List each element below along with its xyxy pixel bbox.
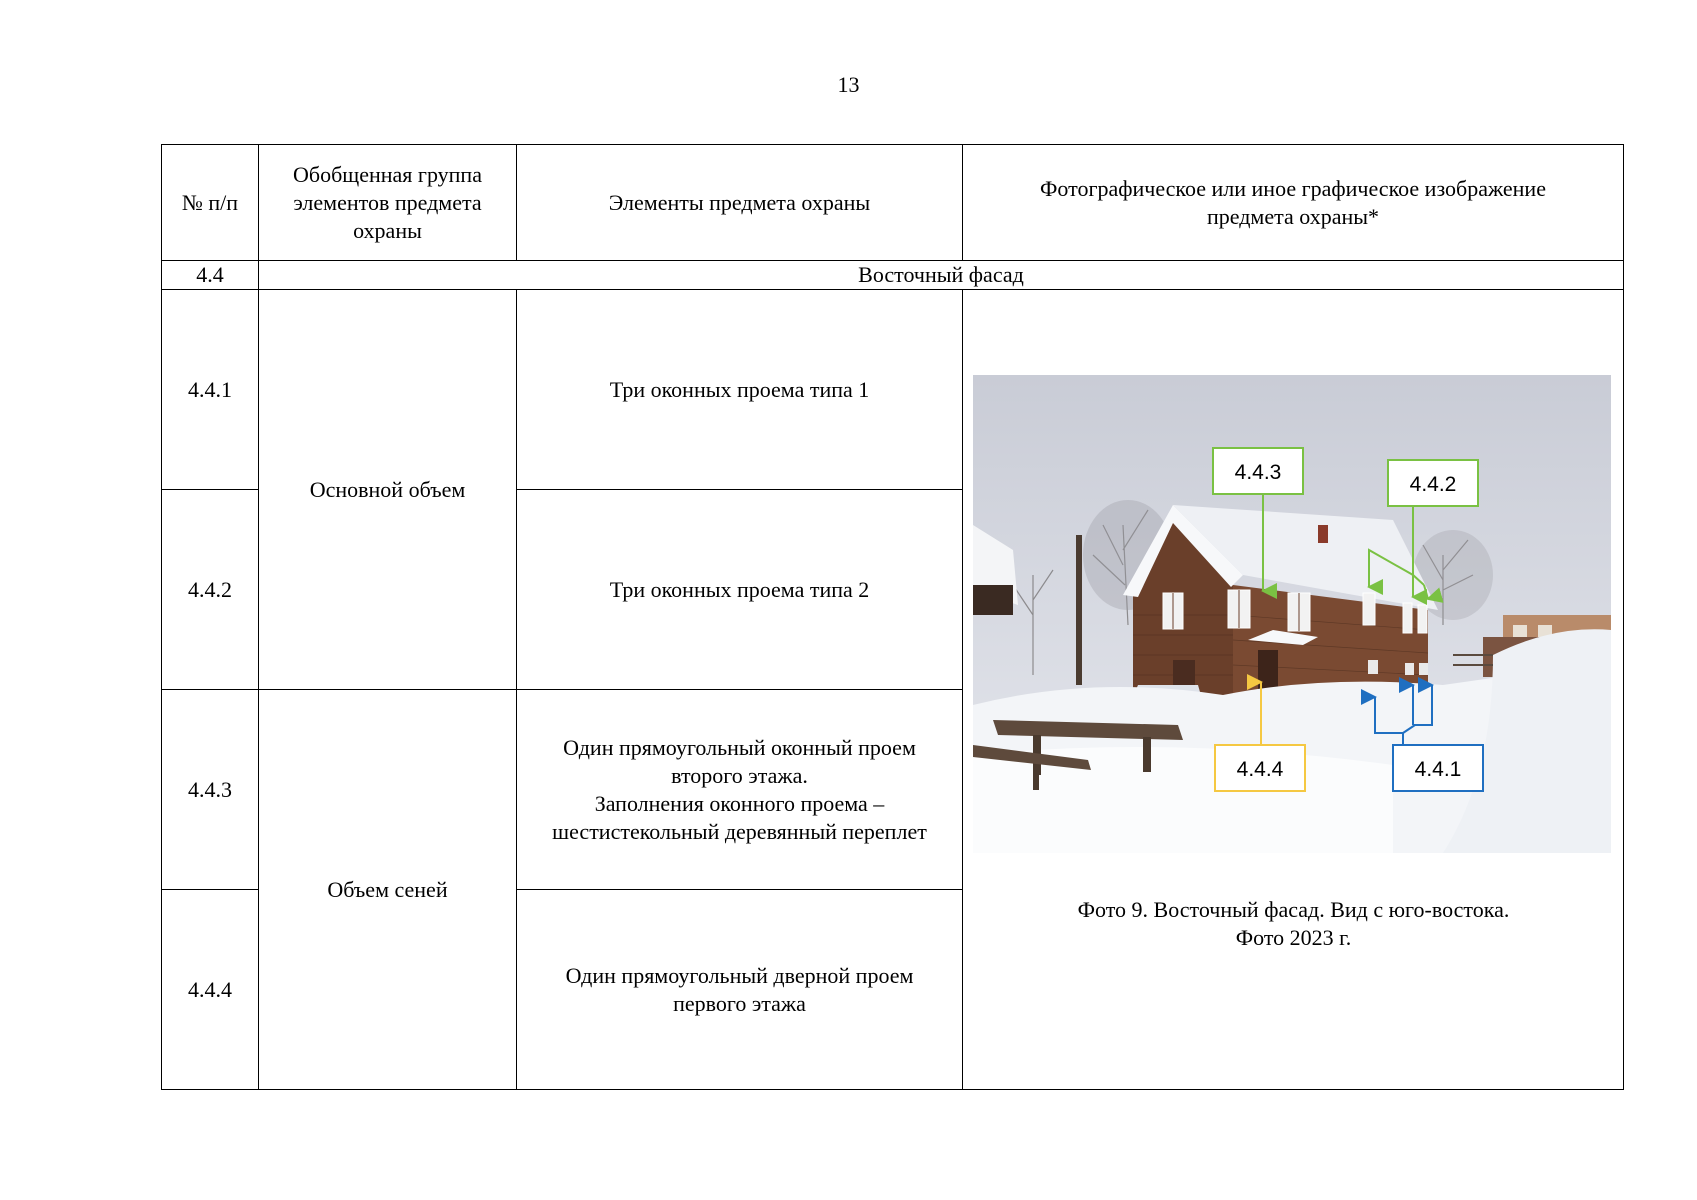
- callout-label: 4.4.1: [1414, 758, 1462, 781]
- element-line: первого этажа: [673, 990, 806, 1016]
- element-line: Один прямоугольный дверной проем: [565, 962, 914, 988]
- header-elements: Элементы предмета охраны: [517, 145, 963, 261]
- callout-4-4-3: [1213, 448, 1303, 494]
- element-line: шестистекольный деревянный переплет: [552, 818, 927, 844]
- header-group: Обобщенная группа элементов предмета охраны: [259, 145, 517, 261]
- row-element: Три оконных проема типа 2: [517, 490, 963, 690]
- photo-caption: [963, 896, 1624, 952]
- element-line: второго этажа.: [671, 762, 808, 788]
- callout-4-4-1: [1393, 745, 1483, 791]
- section-title: Восточный фасад: [259, 261, 1624, 290]
- callout-label: 4.4.4: [1236, 758, 1284, 781]
- callout-4-4-4: [1215, 745, 1305, 791]
- header-image: Фотографическое или иное графическое изображение предмета охраны*: [963, 145, 1624, 261]
- row-element: [517, 890, 963, 1090]
- callout-label: 4.4.2: [1409, 473, 1457, 496]
- photo-cell: [963, 290, 1624, 1090]
- row-num: 4.4.4: [162, 890, 259, 1090]
- facade-photo: [973, 375, 1611, 853]
- callout-label: 4.4.3: [1234, 461, 1282, 484]
- element-line: Заполнения оконного проема –: [594, 790, 885, 816]
- row-num: 4.4.2: [162, 490, 259, 690]
- row-num: 4.4.3: [162, 690, 259, 890]
- header-num: № п/п: [162, 145, 259, 261]
- protection-table: [161, 144, 1624, 1090]
- section-num: 4.4: [162, 261, 259, 290]
- group-senei-volume: Объем сеней: [259, 690, 517, 1090]
- table-header-row: [162, 145, 1624, 261]
- page-number: 13: [837, 72, 860, 97]
- row-element: [517, 690, 963, 890]
- row-element: Три оконных проема типа 1: [517, 290, 963, 490]
- table-row: [162, 290, 1624, 490]
- row-num: 4.4.1: [162, 290, 259, 490]
- section-row: [162, 261, 1624, 290]
- caption-line: Фото 2023 г.: [1235, 925, 1352, 950]
- group-main-volume: Основной объем: [259, 290, 517, 690]
- element-line: Один прямоугольный оконный проем: [563, 734, 916, 760]
- caption-line: Фото 9. Восточный фасад. Вид с юго-востока.: [1077, 897, 1510, 922]
- callout-4-4-2: [1388, 460, 1478, 506]
